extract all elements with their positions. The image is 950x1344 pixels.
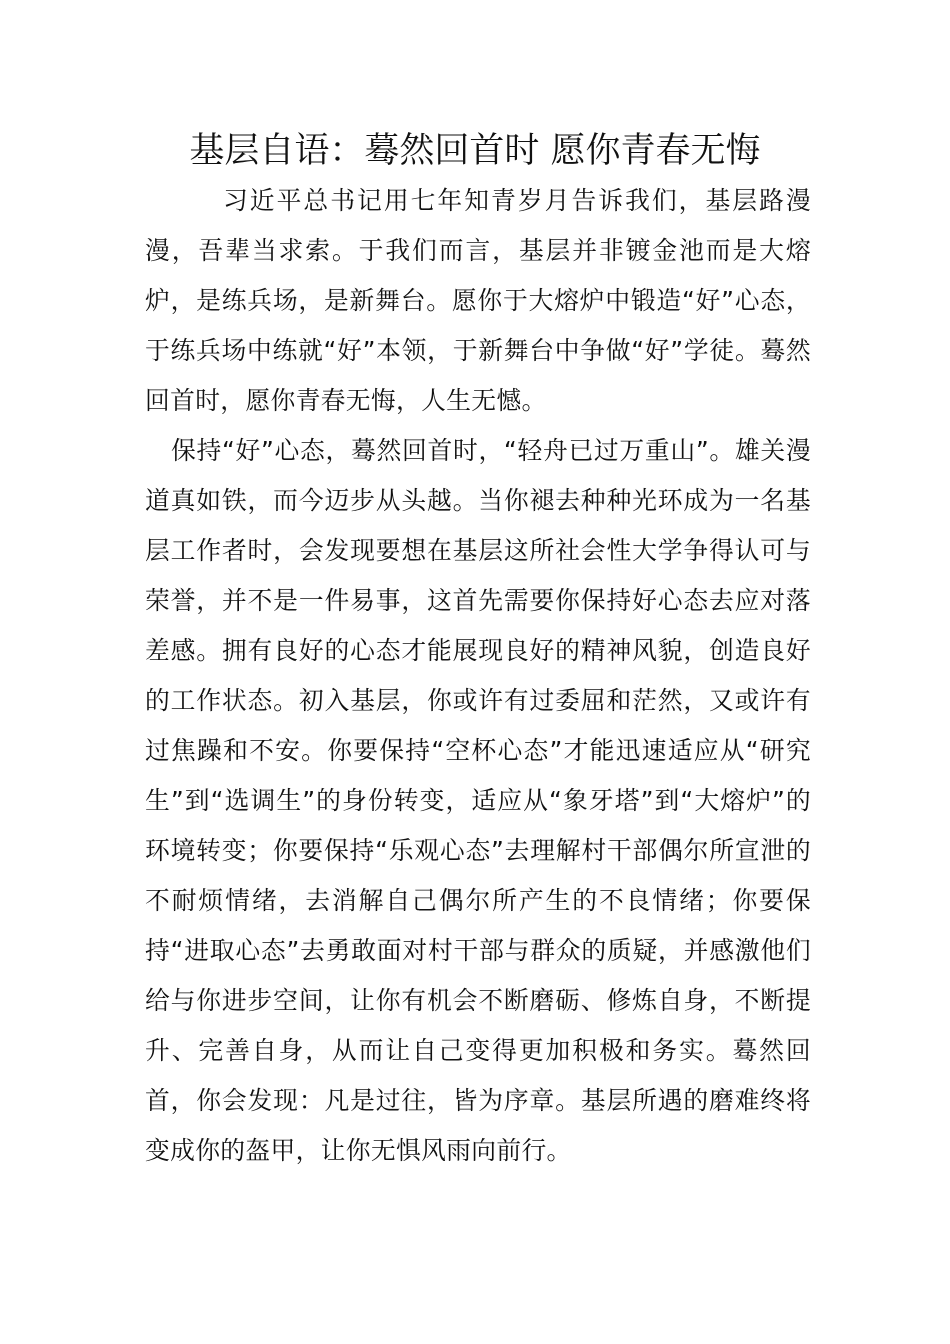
paragraph-intro: 习近平总书记用七年知青岁月告诉我们，基层路漫漫，吾辈当求索。于我们而言，基层并非镀金池而是大熔炉，是练兵场，是新舞台。愿你于大熔炉中锻造“好”心态，于练兵场中练就“好”本领，于新舞台中争做“好”学徒。蓦然回首时，愿你青春无悔，人生无憾。 (145, 186, 811, 415)
document-body (145, 176, 811, 1176)
document-title: 基层自语：蓦然回首时 愿你青春无悔 (189, 131, 761, 171)
paragraph-good-mindset: 保持“好”心态，蓦然回首时，“轻舟已过万重山”。雄关漫道真如铁，而今迈步从头越。当你褪去种种光环成为一名基层工作者时，会发现要想在基层这所社会性大学争得认可与荣誉，并不是一件易事，这首先需要你保持好心态去应对落差感。拥有良好的心态才能展现良好的精神风貌，创造良好的工作状态。初入基层，你或许有过委屈和茫然，又或许有过焦躁和不安。你要保持“空杯心态”才能迅速适应从“研究生”到“选调生”的身份转变，适应从“象牙塔”到“大熔炉”的环境转变；你要保持“乐观心态”去理解村干部偶尔所宣泄的不耐烦情绪，去消解自己偶尔所产生的不良情绪；你要保持“进取心态”去勇敢面对村干部与群众的质疑，并感激他们给与你进步空间，让你有机会不断磨砺、修炼自身，不断提升、完善自身，从而让自己变得更加积极和务实。蓦然回首，你会发现：凡是过往，皆为序章。基层所遇的磨难终将变成你的盔甲，让你无惧风雨向前行。 (145, 436, 811, 1165)
